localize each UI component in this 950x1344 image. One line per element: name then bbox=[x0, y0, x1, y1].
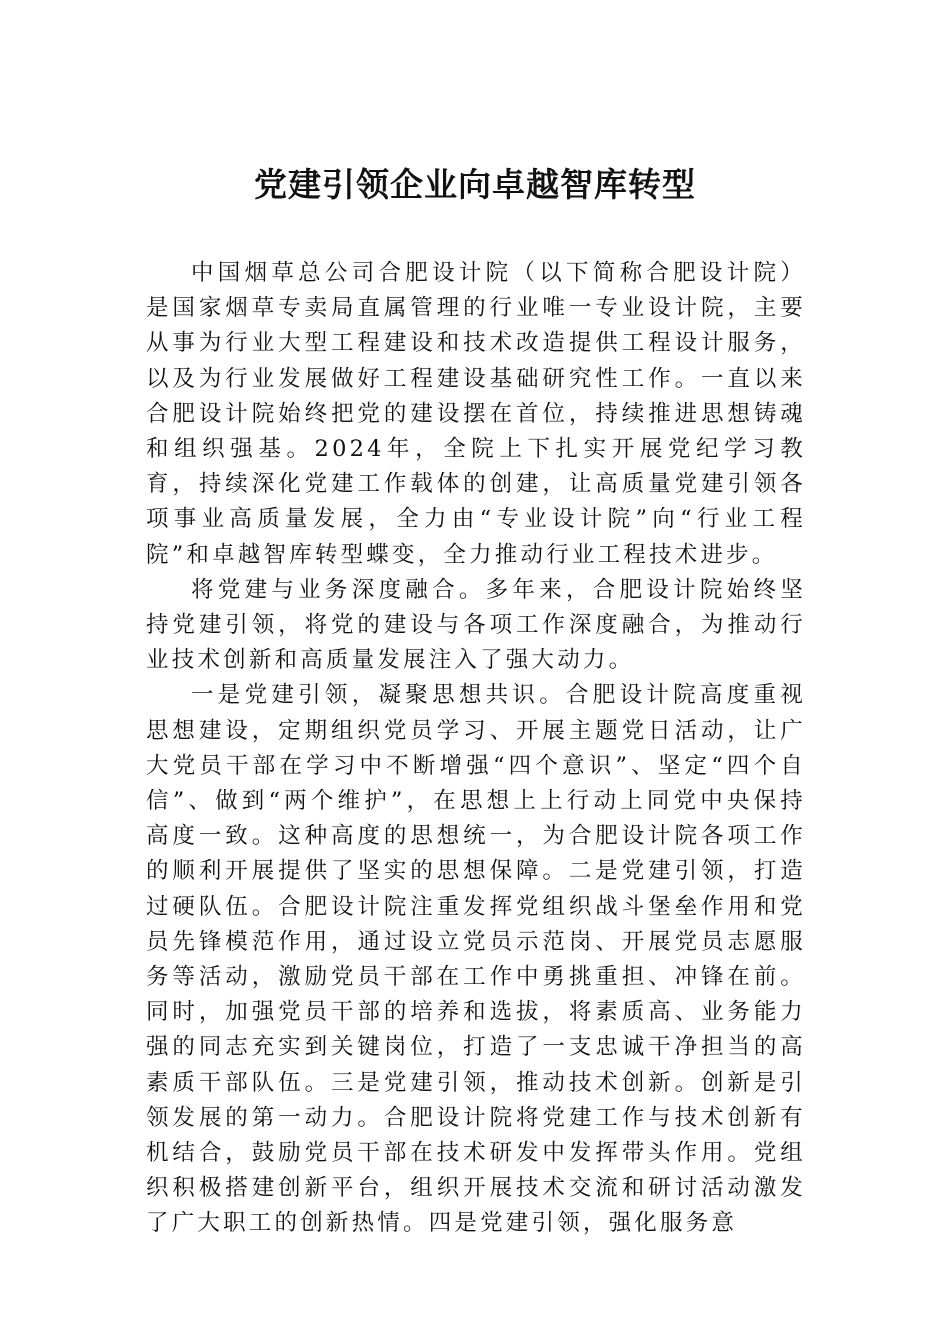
paragraph-integration: 将党建与业务深度融合。多年来，合肥设计院始终坚持党建引领，将党的建设与各项工作深度融合，为推动行业技术创新和高质量发展注入了强大动力。 bbox=[146, 576, 806, 674]
paragraph-intro: 中国烟草总公司合肥设计院（以下简称合肥设计院）是国家烟草专卖局直属管理的行业唯一专业设计院，主要从事为行业大型工程建设和技术改造提供工程设计服务，以及为行业发展做好工程建设基础研究性工作。一直以来合肥设计院始终把党的建设摆在首位，持续推进思想铸魂和组织强基。2024年，全院上下扎实开展党纪学习教育，持续深化党建工作载体的创建，让高质量党建引领各项事业高质量发展，全力由“专业设计院”向“行业工程院”和卓越智库转型蝶变，全力推动行业工程技术进步。 bbox=[146, 260, 806, 568]
paragraph-measures: 一是党建引领，凝聚思想共识。合肥设计院高度重视思想建设，定期组织党员学习、开展主题党日活动，让广大党员干部在学习中不断增强“四个意识”、坚定“四个自信”、做到“两个维护”，在思想上上行动上同党中央保持高度一致。这种高度的思想统一，为合肥设计院各项工作的顺利开展提供了坚实的思想保障。二是党建引领，打造过硬队伍。合肥设计院注重发挥党组织战斗堡垒作用和党员先锋模范作用，通过设立党员示范岗、开展党员志愿服务等活动，激励党员干部在工作中勇挑重担、冲锋在前。同时，加强党员干部的培养和选拔，将素质高、业务能力强的同志充实到关键岗位，打造了一支忠诚干净担当的高素质干部队伍。三是党建引领，推动技术创新。创新是引领发展的第一动力。合肥设计院将党建工作与技术创新有机结合，鼓励党员干部在技术研发中发挥带头作用。党组织积极搭建创新平台，组织开展技术交流和研讨活动激发了广大职工的创新热情。四是党建引领，强化服务意 bbox=[146, 682, 806, 1237]
document-body bbox=[146, 256, 806, 1242]
document-title: 党建引领企业向卓越智库转型 bbox=[254, 165, 696, 204]
